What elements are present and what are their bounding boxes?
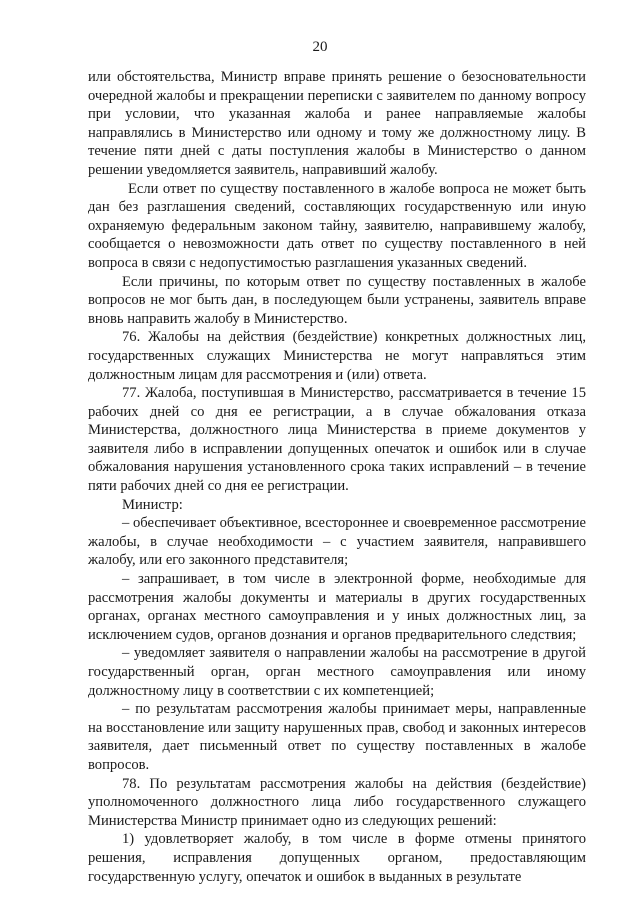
paragraph-item-77: 77. Жалоба, поступившая в Министерство, рассматривается в течение 15 рабочих дней со дня ее регистрации, а в случае обжалования отказа Министерства, должностного лица Министерства в приеме документов у заявителя либо в исправлении допущенных опечаток и ошибок или в случае обжалования нарушения установленного срока таких исправлений – в течение пяти рабочих дней со дня ее регистрации. — [88, 385, 586, 495]
paragraph-reasons-eliminated: Если причины, по которым ответ по существу поставленных в жалобе вопросов не мог быть дан, в последующем были устранены, заявитель вправе вновь направить жалобу в Министерство. — [88, 273, 586, 327]
paragraph-item-78: 78. По результатам рассмотрения жалобы на действия (бездействие) уполномоченного должностного лица либо государственного служащего Министерства Министр принимает одно из следующих решений: — [88, 775, 586, 829]
list-item-satisfies: 1) удовлетворяет жалобу, в том числе в форме отмены принятого решения, исправления допущенных органом, предоставляющим государственную услугу, опечаток и ошибок в выданных в результате — [88, 831, 586, 885]
list-item-notifies: – уведомляет заявителя о направлении жалобы на рассмотрение в другой государственный орган, орган местного самоуправления или иному должностному лицу в соответствии с их компетенцией; — [88, 645, 586, 699]
list-item-takes-measures: – по результатам рассмотрения жалобы принимает меры, направленные на восстановление или защиту нарушенных прав, свобод и законных интересов заявителя, дает письменный ответ по существу поставленных в жалобе вопросов. — [88, 701, 586, 773]
paragraph-minister-heading: Министр: — [122, 496, 183, 513]
paragraph-secret-info: Если ответ по существу поставленного в жалобе вопроса не может быть дан без разглашения сведений, составляющих государственную или иную охраняемую федеральным законом тайну, заявителю, направившему жалобу, сообщается о невозможности дать ответ по существу поставленного в ней вопроса в связи с недопустимостью разглашения указанных сведений. — [88, 180, 586, 271]
paragraph-continuation: или обстоятельства, Министр вправе принять решение о безосновательности очередной жалобы и прекращении переписки с заявителем по данному вопросу при условии, что указанная жалоба и ранее направляемые жалобы направлялись в Министерство или одному и тому же должностному лицу. В течение пяти дней с даты поступления жалобы в Министерство о данном решении уведомляется заявитель, направивший жалобу. — [88, 69, 586, 178]
document-body — [88, 68, 586, 886]
list-item-requests: – запрашивает, в том числе в электронной форме, необходимые для рассмотрения жалобы документы и материалы в других государственных органах, органах местного самоуправления и у иных должностных лиц, за исключением судов, органов дознания и органов предварительного следствия; — [88, 571, 586, 643]
page-number: 20 — [312, 39, 328, 55]
list-item-ensures: – обеспечивает объективное, всестороннее и своевременное рассмотрение жалобы, в случае необходимости – с участием заявителя, направившего жалобу, или его законного представителя; — [88, 515, 586, 569]
paragraph-item-76: 76. Жалобы на действия (бездействие) конкретных должностных лиц, государственных служащих Министерства не могут направляться этим должностным лицам для рассмотрения и (или) ответа. — [88, 329, 586, 383]
